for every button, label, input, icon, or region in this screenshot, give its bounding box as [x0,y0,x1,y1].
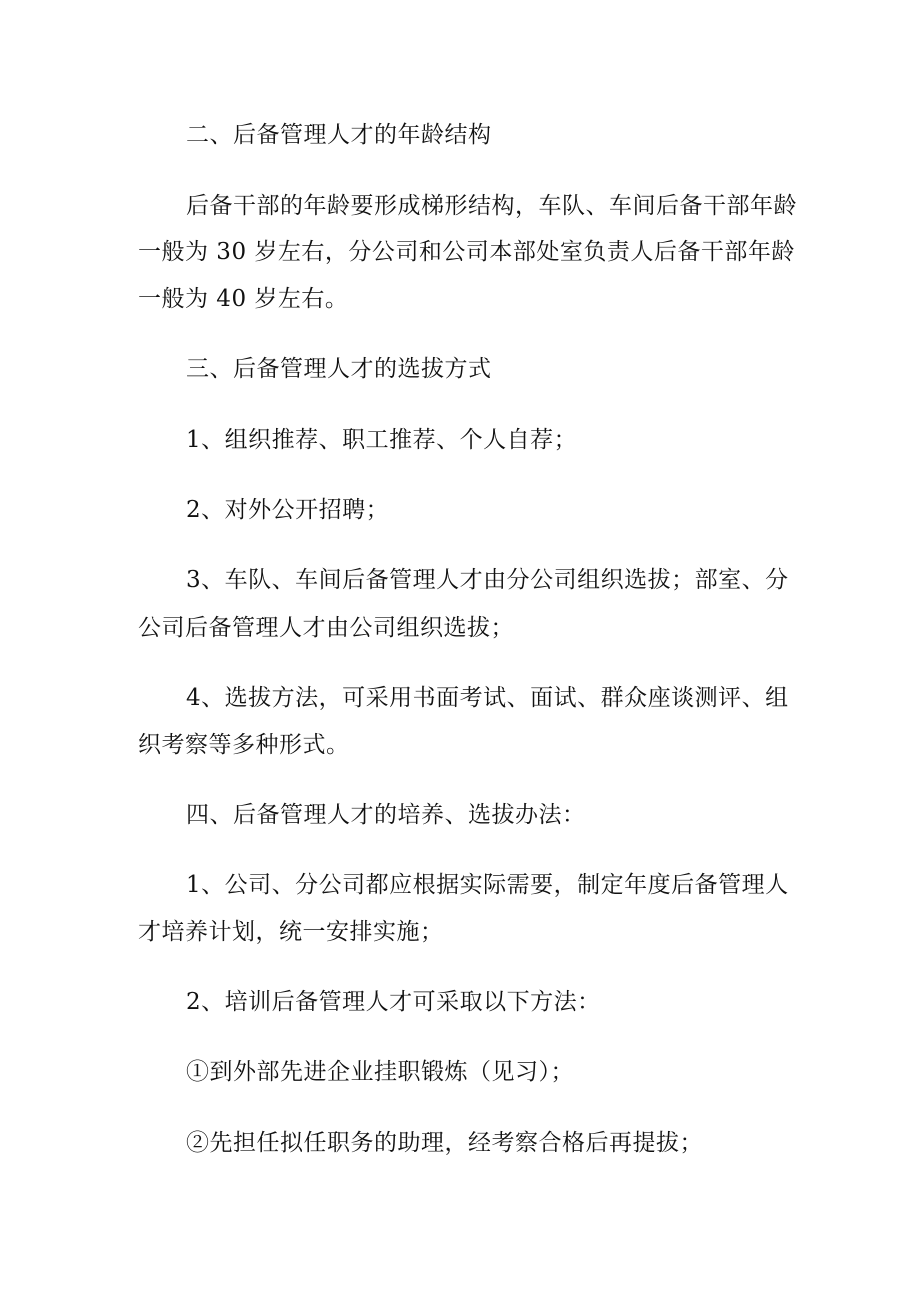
sub-list-item: ②先担任拟任职务的助理，经考察合格后再提拔； [186,1130,703,1156]
section-heading-selection-method: 三、后备管理人才的选拔方式 [186,356,492,382]
paragraph-line: 一般为 30 岁左右，分公司和公司本部处室负责人后备干部年龄 [138,239,795,265]
section-heading-age-structure: 二、后备管理人才的年龄结构 [186,122,492,148]
list-item-continuation: 公司后备管理人才由公司组织选拔； [138,615,514,641]
list-item: 1、公司、分公司都应根据实际需要，制定年度后备管理人 [186,872,789,898]
list-item-continuation: 织考察等多种形式。 [138,732,350,758]
list-item: 3、车队、车间后备管理人才由分公司组织选拔；部室、分 [186,567,789,593]
list-item: 4、选拔方法，可采用书面考试、面试、群众座谈测评、组 [186,685,789,711]
list-item: 2、对外公开招聘； [186,497,390,523]
sub-list-item: ①到外部先进企业挂职锻炼（见习）； [186,1059,574,1085]
list-item-continuation: 才培养计划，统一安排实施； [138,919,444,945]
paragraph-line: 一般为 40 岁左右。 [138,286,349,312]
list-item: 1、组织推荐、职工推荐、个人自荐； [186,427,578,453]
list-item: 2、培训后备管理人才可采取以下方法： [186,989,601,1015]
section-heading-training-method: 四、后备管理人才的培养、选拔办法： [186,802,586,828]
paragraph-line: 后备干部的年龄要形成梯形结构，车队、车间后备干部年龄 [186,193,797,219]
